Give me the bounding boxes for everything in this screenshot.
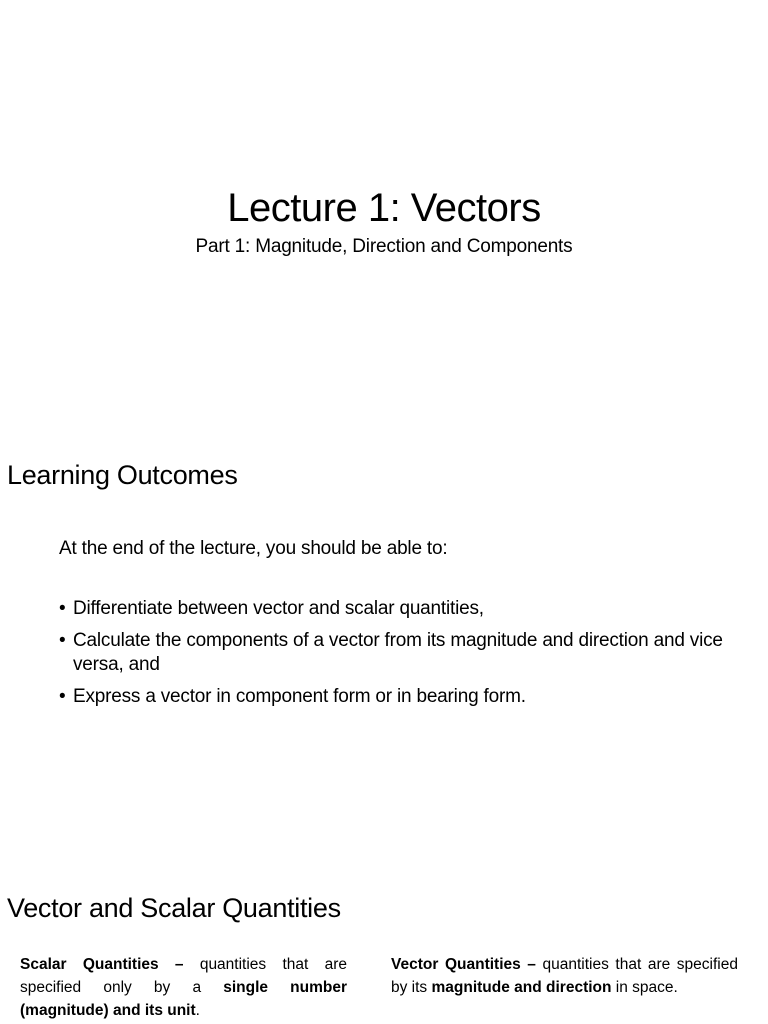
list-item-text: Express a vector in component form or in bearing form. xyxy=(73,686,526,707)
list-item-text: Calculate the components of a vector from its magnitude and direction and vice versa, and xyxy=(73,630,723,675)
learning-outcomes-heading: Learning Outcomes xyxy=(7,460,238,490)
vector-term: Vector Quantities – xyxy=(391,956,536,973)
vector-text-2: in space. xyxy=(611,979,678,996)
title-slide xyxy=(0,0,768,432)
bullet-icon: • xyxy=(59,598,66,619)
learning-outcomes-list xyxy=(59,597,749,717)
list-item xyxy=(59,685,749,709)
scalar-emphasis: single number (magnitude) and its unit xyxy=(20,979,347,1019)
list-item xyxy=(59,629,749,677)
vector-emphasis: magnitude and direction xyxy=(431,979,612,996)
list-item xyxy=(59,597,749,621)
bullet-icon: • xyxy=(59,686,66,707)
scalar-definition xyxy=(20,953,347,1022)
lecture-subtitle: Part 1: Magnitude, Direction and Components xyxy=(195,236,573,257)
scalar-text-2: . xyxy=(195,1002,200,1019)
scalar-text-1: quantities that are specified only by a xyxy=(20,956,348,996)
list-item-text: Differentiate between vector and scalar quantities, xyxy=(73,598,484,619)
lecture-title: Lecture 1: Vectors xyxy=(227,186,541,230)
learning-outcomes-slide xyxy=(0,432,768,864)
bullet-icon: • xyxy=(59,630,66,651)
learning-outcomes-intro: At the end of the lecture, you should be able to: xyxy=(59,538,448,559)
vector-scalar-slide xyxy=(0,864,768,1024)
scalar-term: Scalar Quantities – xyxy=(20,956,184,973)
vector-text-1: quantities that are specified by its xyxy=(391,956,738,996)
vector-definition xyxy=(391,953,738,999)
vector-scalar-heading: Vector and Scalar Quantities xyxy=(7,893,341,923)
